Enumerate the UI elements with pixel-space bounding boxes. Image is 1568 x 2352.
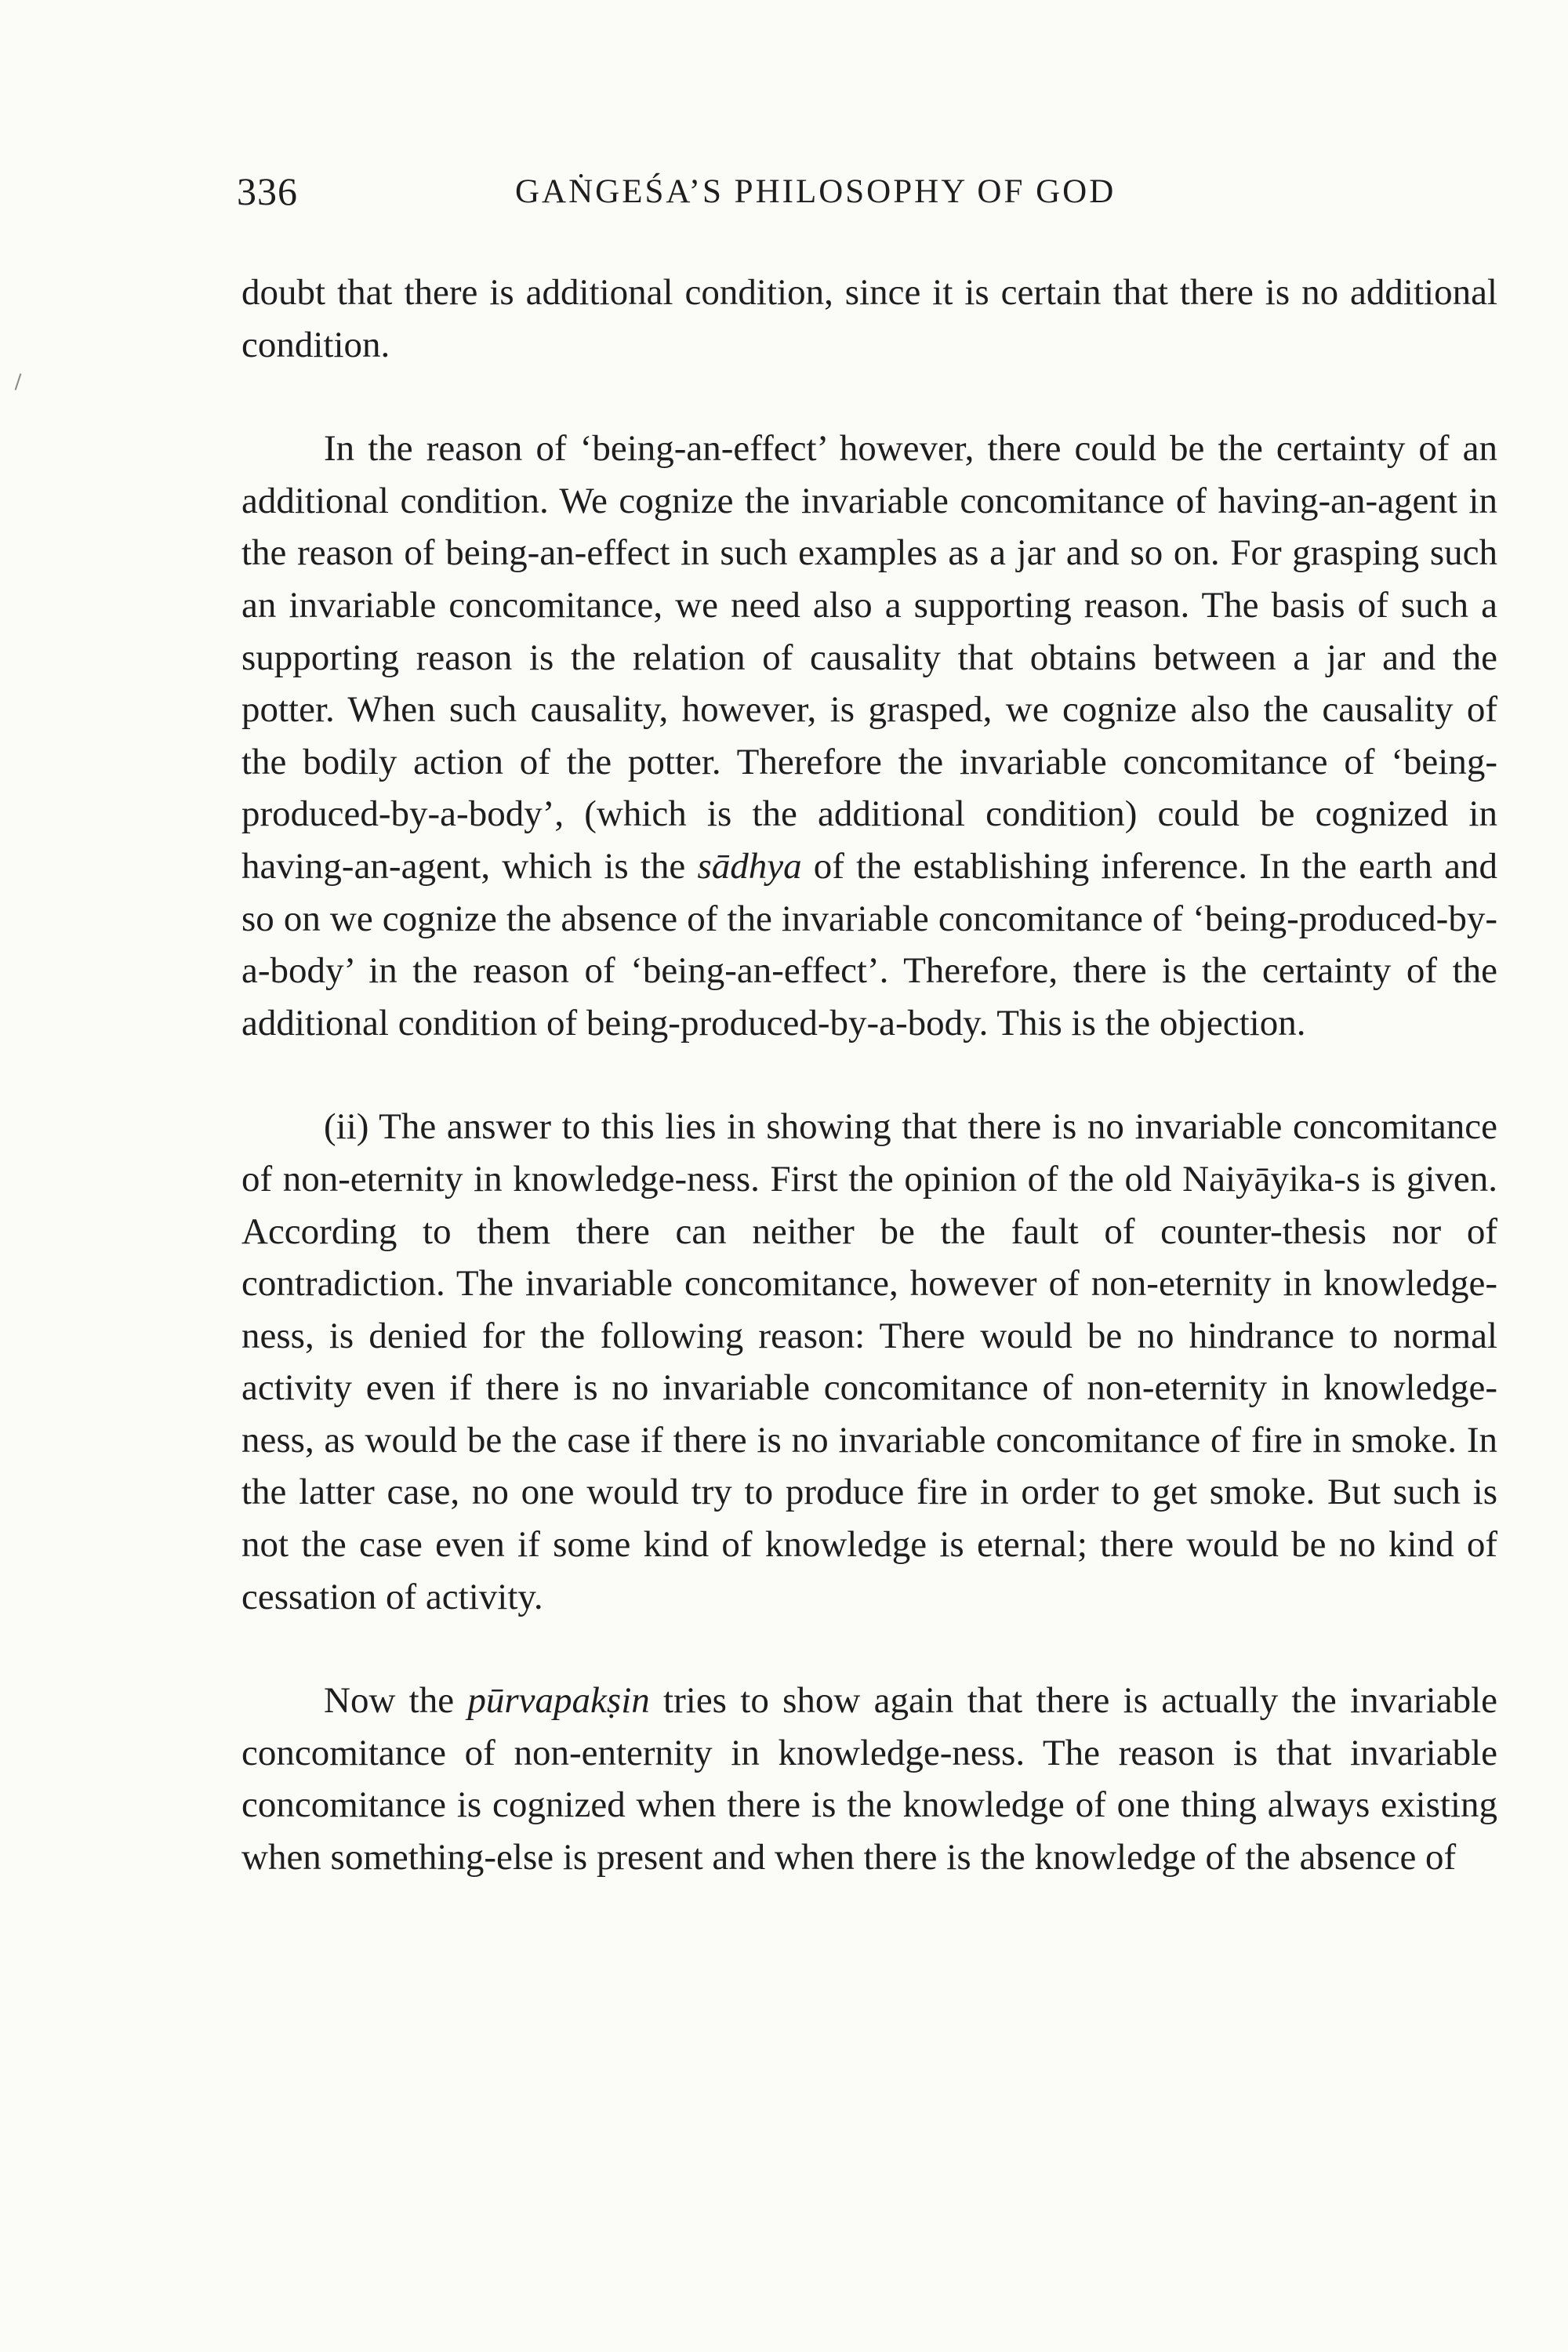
body-text — [241, 267, 1497, 1936]
paragraph-2-text-after: of the establishing inference. In the earth and so on we cognize the absence of the invariable concomitance of ‘being-produced-by-a-body’ in the reason of ‘being-an-effect’. Therefore, there is the certainty of the additional condition of being-produced-by-a-body. This is the objection. — [241, 845, 1497, 1044]
paragraph-3-text: (ii) The answer to this lies in showing that there is no invariable concomitance of non-eternity in knowledge-ness. First the opinion of the old Naiyāyika-s is given. According to them there can neither be the fault of counter-thesis nor of contradiction. The invariable concomitance, however of non-eternity in knowledge-ness, is denied for the following reason: There would be no hindrance to normal activity even if there is no invariable concomitance of non-eternity in knowledge-ness, as would be the case if there is no invariable concomitance of fire in smoke. In the latter case, no one would try to produce fire in order to get smoke. But such is not the case even if some kind of knowledge is eternal; there would be no kind of cessation of activity. — [241, 1106, 1497, 1617]
page-header — [237, 168, 1507, 215]
paragraph-1 — [241, 267, 1497, 371]
paragraph-1-text: doubt that there is additional condition, since it is certain that there is no additional condition. — [241, 272, 1497, 365]
margin-mark — [15, 373, 22, 390]
paragraph-3 — [241, 1101, 1497, 1623]
paragraph-4-text: Now the — [324, 1680, 468, 1722]
paragraph-2 — [241, 423, 1497, 1049]
page-number: 336 — [237, 169, 298, 213]
paragraph-4-italic-term: pūrvapakṣin — [467, 1680, 650, 1722]
paragraph-2-text: In the reason of ‘being-an-effect’ however, there could be the certainty of an additional condition. We cognize the invariable concomitance of having-an-agent in the reason of being-an-effect in such examples as a jar and so on. For grasping such an invariable concomitance, we need also a supporting reason. The basis of such a supporting reason is the relation of causality that obtains between a jar and the potter. When such causality, however, is grasped, we cognize also the causality of the bodily action of the potter. Therefore the invariable concomitance of ‘being-produced-by-a-body’, (which is the additional condition) could be cognized in having-an-agent, which is the — [241, 428, 1497, 887]
running-title: GAṄGEŚA’S PHILOSOPHY OF GOD — [515, 173, 1116, 210]
paragraph-4-text-after: tries to show again that there is actually the invariable concomitance of non-enternity in knowledge-ness. The reason is that invariable concomitance is cognized when there is the knowledge of one thing always existing when something-else is present and when there is the knowledge of the absence of — [241, 1680, 1497, 1878]
paragraph-2-italic-term: sādhya — [697, 845, 802, 887]
paragraph-4 — [241, 1675, 1497, 1883]
